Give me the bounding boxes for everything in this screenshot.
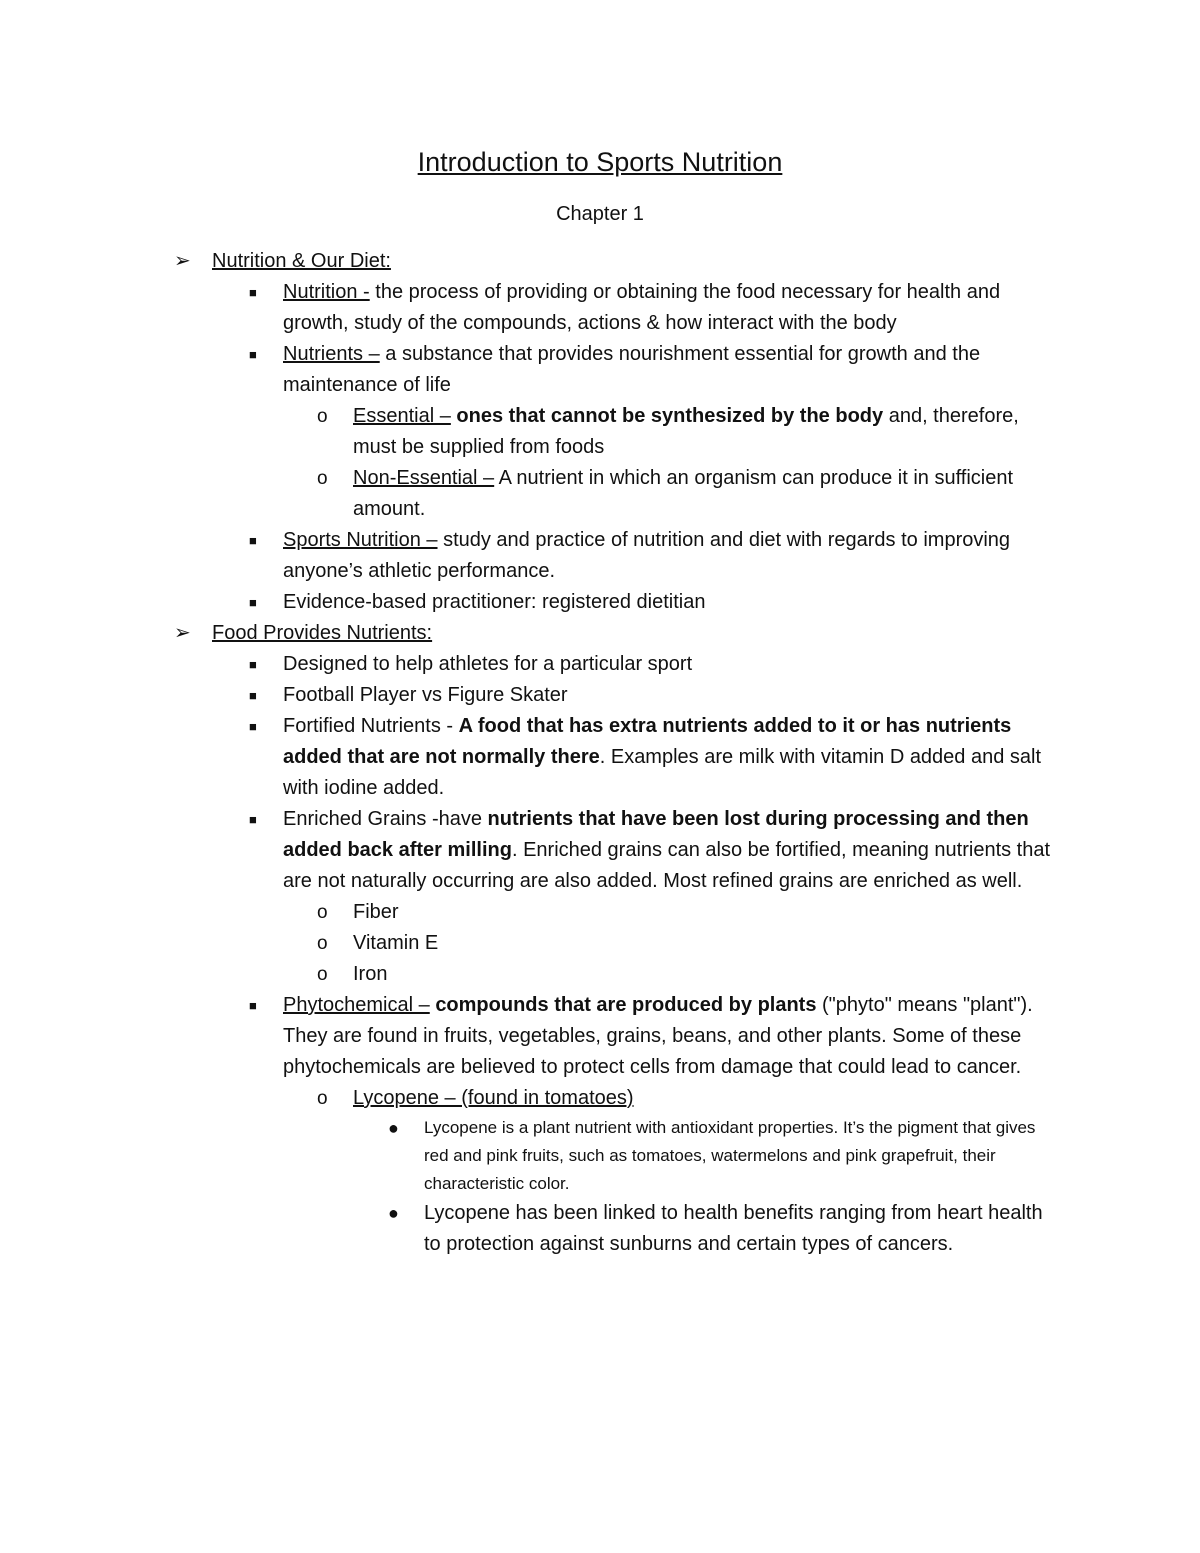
- term: Phytochemical –: [283, 994, 430, 1016]
- item-text: Designed to help athletes for a particular sport: [283, 653, 693, 675]
- circle-bullet-icon: o: [317, 964, 328, 985]
- definition: a substance that provides nourishment essential for growth and the maintenance of life: [283, 343, 981, 396]
- definition-bold: A food that has extra nutrients added to it or has nutrients added that are not normally there: [283, 715, 1012, 768]
- list-item-iron: [317, 959, 1063, 990]
- definition: and, therefore, must be supplied from foods: [353, 405, 1019, 458]
- list-item-football: [249, 680, 1063, 711]
- arrow-bullet-icon: ➢: [174, 250, 191, 272]
- term: Enriched Grains -have: [283, 808, 488, 830]
- definition-bold: compounds that are produced by plants: [435, 994, 817, 1016]
- square-bullet-icon: ■: [249, 688, 257, 703]
- list-item-non-essential: [317, 463, 1063, 525]
- section-heading: Nutrition & Our Diet:: [212, 250, 391, 272]
- definition-bold: nutrients that have been lost during processing and then added back after milling: [283, 808, 1029, 861]
- list-item-nutrition: [249, 277, 1063, 339]
- list-item-phytochemical: [249, 990, 1063, 1083]
- section-food-nutrients: [174, 618, 1072, 649]
- square-bullet-icon: ■: [249, 812, 257, 827]
- definition: study and practice of nutrition and diet with regards to improving anyone’s athletic performance.: [283, 529, 1011, 582]
- square-bullet-icon: ■: [249, 533, 257, 548]
- chapter-label: Chapter 1: [556, 203, 644, 225]
- term: Essential –: [353, 405, 451, 427]
- item-text: Iron: [353, 963, 388, 985]
- square-bullet-icon: ■: [249, 998, 257, 1013]
- definition: the process of providing or obtaining the food necessary for health and growth, study of the compounds, actions & how interact with the body: [283, 281, 1001, 334]
- list-item-evidence: [249, 587, 1063, 618]
- section-heading: Food Provides Nutrients:: [212, 622, 433, 644]
- list-item-enriched: [249, 804, 1063, 897]
- list-item-sports-nutrition: [249, 525, 1063, 587]
- item-text: Football Player vs Figure Skater: [283, 684, 568, 706]
- list-item-lycopene: [317, 1083, 1063, 1114]
- item-text: Lycopene has been linked to health benefits ranging from heart health to protection against sunburns and certain types of cancers.: [424, 1202, 1043, 1255]
- circle-bullet-icon: o: [317, 1088, 328, 1109]
- list-item-fortified: [249, 711, 1063, 804]
- list-item-designed: [249, 649, 1063, 680]
- square-bullet-icon: ■: [249, 657, 257, 672]
- list-item-lycopene-benefits: [388, 1198, 1064, 1260]
- list-item-fiber: [317, 897, 1063, 928]
- term: Nutrition -: [283, 281, 370, 303]
- square-bullet-icon: ■: [249, 285, 257, 300]
- dot-bullet-icon: ●: [388, 1118, 399, 1138]
- item-text: Vitamin E: [353, 932, 439, 954]
- circle-bullet-icon: o: [317, 468, 328, 489]
- item-text: Lycopene is a plant nutrient with antioxidant properties. It’s the pigment that gives red and pink fruits, such as tomatoes, watermelons and pink grapefruit, their characteristic color.: [424, 1118, 1036, 1193]
- outline: [0, 246, 1200, 1260]
- dot-bullet-icon: ●: [388, 1203, 399, 1223]
- circle-bullet-icon: o: [317, 406, 328, 427]
- item-text: Fiber: [353, 901, 399, 923]
- document-title: Introduction to Sports Nutrition: [417, 147, 783, 177]
- square-bullet-icon: ■: [249, 347, 257, 362]
- square-bullet-icon: ■: [249, 719, 257, 734]
- definition-bold: ones that cannot be synthesized by the body: [456, 405, 884, 427]
- arrow-bullet-icon: ➢: [174, 622, 191, 644]
- circle-bullet-icon: o: [317, 933, 328, 954]
- term: Fortified Nutrients -: [283, 715, 459, 737]
- term: Nutrients –: [283, 343, 380, 365]
- list-item-essential: [317, 401, 1063, 463]
- section-nutrition-diet: [174, 246, 1072, 277]
- item-text: Evidence-based practitioner: registered dietitian: [283, 591, 706, 613]
- definition: ("phyto" means "plant"). They are found in fruits, vegetables, grains, beans, and other plants. Some of these phytochemicals are believed to protect cells from damage that could lead to cancer.: [283, 994, 1033, 1078]
- definition: A nutrient in which an organism can produce it in sufficient amount.: [353, 467, 1014, 520]
- circle-bullet-icon: o: [317, 902, 328, 923]
- list-item-nutrients: [249, 339, 1063, 401]
- item-text: Lycopene – (found in tomatoes): [353, 1087, 634, 1109]
- square-bullet-icon: ■: [249, 595, 257, 610]
- term: Sports Nutrition –: [283, 529, 438, 551]
- list-item-lycopene-antioxidant: [388, 1114, 1064, 1198]
- definition: . Enriched grains can also be fortified, meaning nutrients that are not naturally occurring are also added. Most refined grains are enriched as well.: [283, 839, 1051, 892]
- list-item-vitamin-e: [317, 928, 1063, 959]
- term: Non-Essential –: [353, 467, 495, 489]
- definition: . Examples are milk with vitamin D added and salt with iodine added.: [283, 746, 1042, 799]
